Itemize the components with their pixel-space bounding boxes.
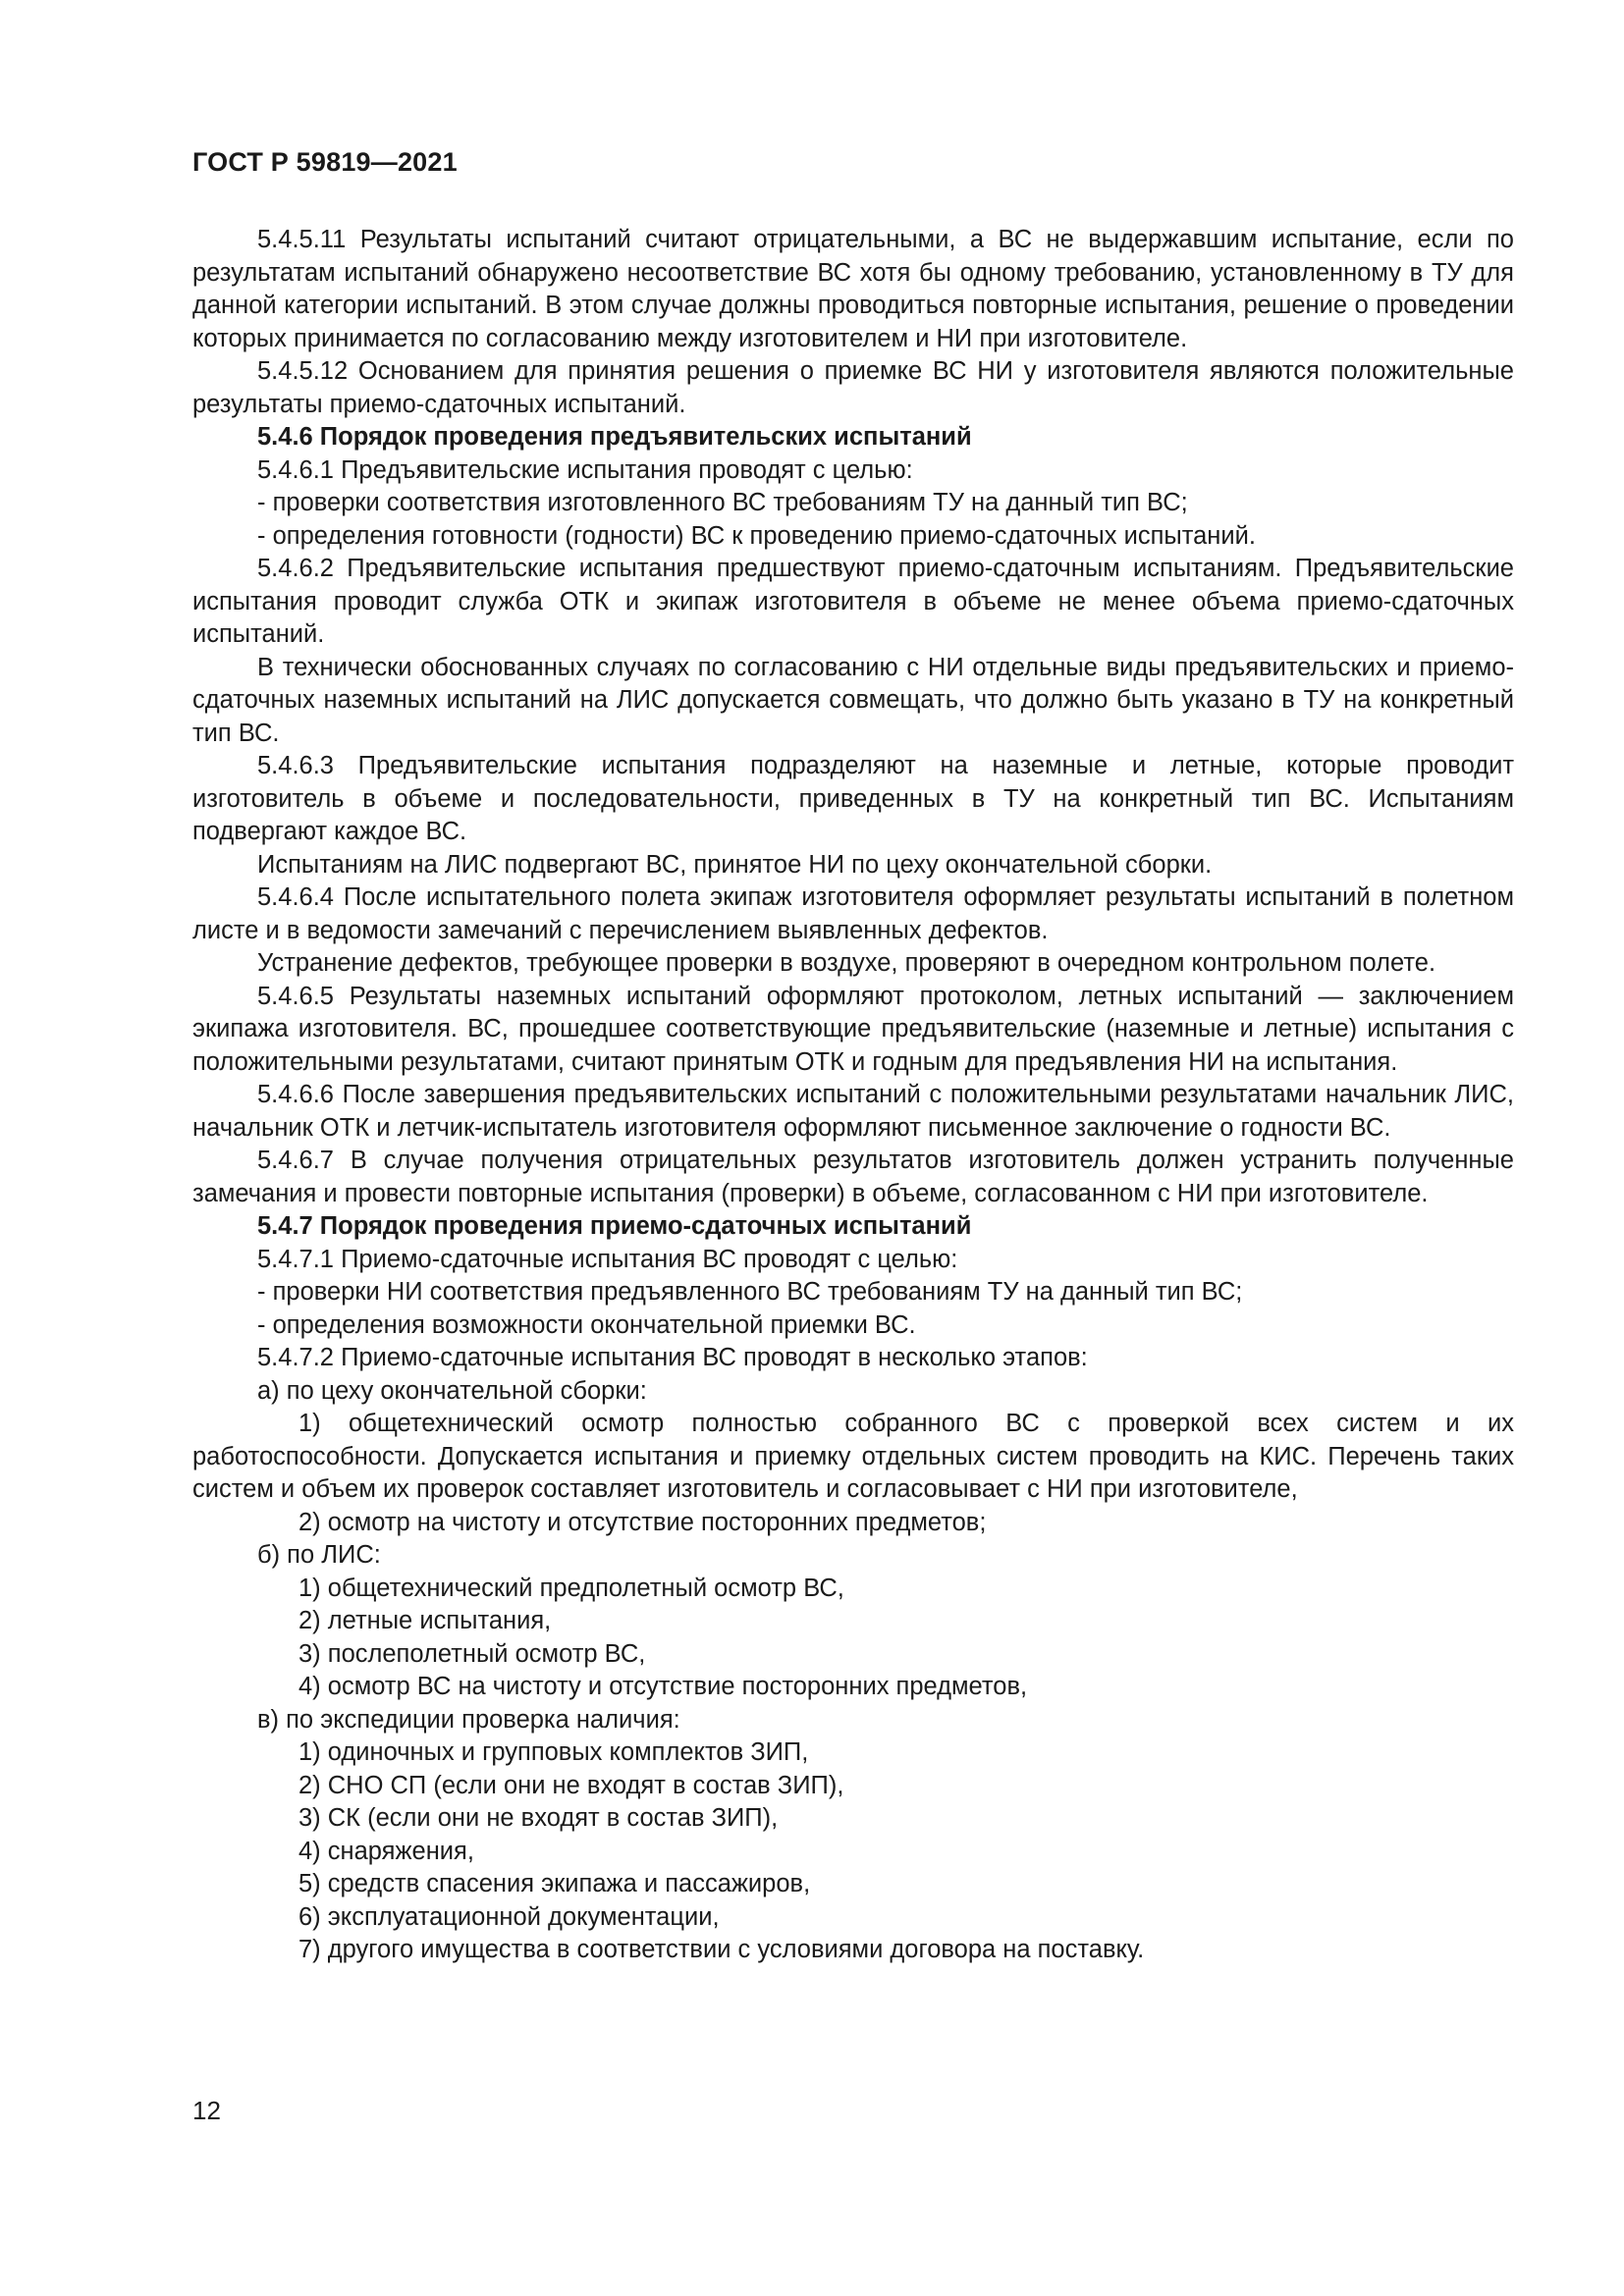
list-item: в) по экспедиции проверка наличия: xyxy=(257,1705,680,1734)
page-number: 12 xyxy=(192,2096,221,2125)
paragraph-5-4-6-2: 5.4.6.2 Предъявительские испытания предшествуют приемо-сдаточным испытаниям. Предъявительские испытания проводит служба ОТК и экипаж изготовителя в объеме не менее объема приемо-сдаточных испытаний. xyxy=(192,555,1514,648)
list-item: 1) общетехнический предполетный осмотр ВС, xyxy=(298,1574,844,1602)
list-item: 7) другого имущества в соответствии с условиями договора на поставку. xyxy=(298,1936,1145,1963)
paragraph-5-4-5-11: 5.4.5.11 Результаты испытаний считают отрицательными, а ВС не выдержавшим испытание, если по результатам испытаний обнаружено несоответствие ВС хотя бы одному требованию, установленному в ТУ для данной категории испытаний. В этом случае должны проводиться повторные испытания, решение о проведении которых принимается по согласованию между изготовителем и НИ при изготовителе. xyxy=(192,226,1514,352)
paragraph-text: Устранение дефектов, требующее проверки в воздухе, проверяют в очередном контрольном полете. xyxy=(257,949,1436,977)
document-body xyxy=(192,224,1514,1967)
list-item: 4) осмотр ВС на чистоту и отсутствие посторонних предметов, xyxy=(298,1673,1028,1700)
list-item: 2) СНО СП (если они не входят в состав ЗИП), xyxy=(298,1771,844,1799)
list-item: - проверки НИ соответствия предъявленного ВС требованиям ТУ на данный тип ВС; xyxy=(257,1278,1243,1306)
list-item: 2) осмотр на чистоту и отсутствие посторонних предметов; xyxy=(298,1508,987,1536)
paragraph-text: В технически обоснованных случаях по согласованию с НИ отдельные виды предъявительских и приемо-сдаточных наземных испытаний на ЛИС допускается совмещать, что должно быть указано в ТУ на конкретный тип ВС. xyxy=(192,653,1514,747)
paragraph-5-4-6-3: 5.4.6.3 Предъявительские испытания подразделяют на наземные и летные, которые проводит изготовитель в объеме и последовательности, приведенных в ТУ на конкретный тип ВС. Испытаниям подвергают каждое ВС. xyxy=(192,752,1514,845)
paragraph-5-4-6-4: 5.4.6.4 После испытательного полета экипаж изготовителя оформляет результаты испытаний в полетном листе и в ведомости замечаний с перечислением выявленных дефектов. xyxy=(192,883,1514,944)
paragraph-5-4-5-12: 5.4.5.12 Основанием для принятия решения о приемке ВС НИ у изготовителя являются положительные результаты приемо-сдаточных испытаний. xyxy=(192,357,1514,418)
paragraph-5-4-6-6: 5.4.6.6 После завершения предъявительских испытаний с положительными результатами начальник ЛИС, начальник ОТК и летчик-испытатель изготовителя оформляют письменное заключение о годности ВС. xyxy=(192,1081,1514,1142)
paragraph-5-4-6-1: 5.4.6.1 Предъявительские испытания проводят с целью: xyxy=(257,455,913,484)
list-item: 5) средств спасения экипажа и пассажиров, xyxy=(298,1870,811,1897)
paragraph-5-4-7-2: 5.4.7.2 Приемо-сдаточные испытания ВС проводят в несколько этапов: xyxy=(257,1344,1088,1371)
paragraph-5-4-6-7: 5.4.6.7 В случае получения отрицательных результатов изготовитель должен устранить полученные замечания и провести повторные испытания (проверки) в объеме, согласованном с НИ при изготовителе. xyxy=(192,1147,1514,1207)
list-item: 3) послеполетный осмотр ВС, xyxy=(298,1639,646,1668)
list-item: 6) эксплуатационной документации, xyxy=(298,1902,720,1931)
paragraph-text: Испытаниям на ЛИС подвергают ВС, принятое НИ по цеху окончательной сборки. xyxy=(257,850,1213,879)
list-item: 1) одиночных и групповых комплектов ЗИП, xyxy=(298,1738,809,1766)
paragraph-5-4-6-5: 5.4.6.5 Результаты наземных испытаний оформляют протоколом, летных испытаний — заключением экипажа изготовителя. ВС, прошедшее соответствующие предъявительские (наземные и летные) испытания с положительными результатами, считают принятым ОТК и годным для предъявления НИ на испытания. xyxy=(192,982,1514,1076)
list-item: - определения готовности (годности) ВС к проведению приемо-сдаточных испытаний. xyxy=(257,521,1256,550)
list-item: а) по цеху окончательной сборки: xyxy=(257,1376,647,1405)
list-item: 4) снаряжения, xyxy=(298,1837,474,1865)
list-item: б) по ЛИС: xyxy=(257,1541,381,1569)
section-heading-5-4-6: 5.4.6 Порядок проведения предъявительских испытаний xyxy=(257,423,972,451)
list-item: 2) летные испытания, xyxy=(298,1607,552,1634)
section-heading-5-4-7: 5.4.7 Порядок проведения приемо-сдаточных испытаний xyxy=(257,1212,972,1240)
document-header-standard-id: ГОСТ Р 59819—2021 xyxy=(192,147,458,177)
list-item: - проверки соответствия изготовленного ВС требованиям ТУ на данный тип ВС; xyxy=(257,489,1188,516)
paragraph-5-4-7-1: 5.4.7.1 Приемо-сдаточные испытания ВС проводят с целью: xyxy=(257,1245,958,1273)
list-item: - определения возможности окончательной приемки ВС. xyxy=(257,1310,916,1339)
list-item: 3) СК (если они не входят в состав ЗИП), xyxy=(298,1804,779,1832)
list-item: 1) общетехнический осмотр полностью собранного ВС с проверкой всех систем и их работоспособности. Допускается испытания и приемку отдельных систем проводить на КИС. Перечень таких систем и объем их проверок составляет изготовитель и согласовывает с НИ при изготовителе, xyxy=(192,1410,1514,1503)
